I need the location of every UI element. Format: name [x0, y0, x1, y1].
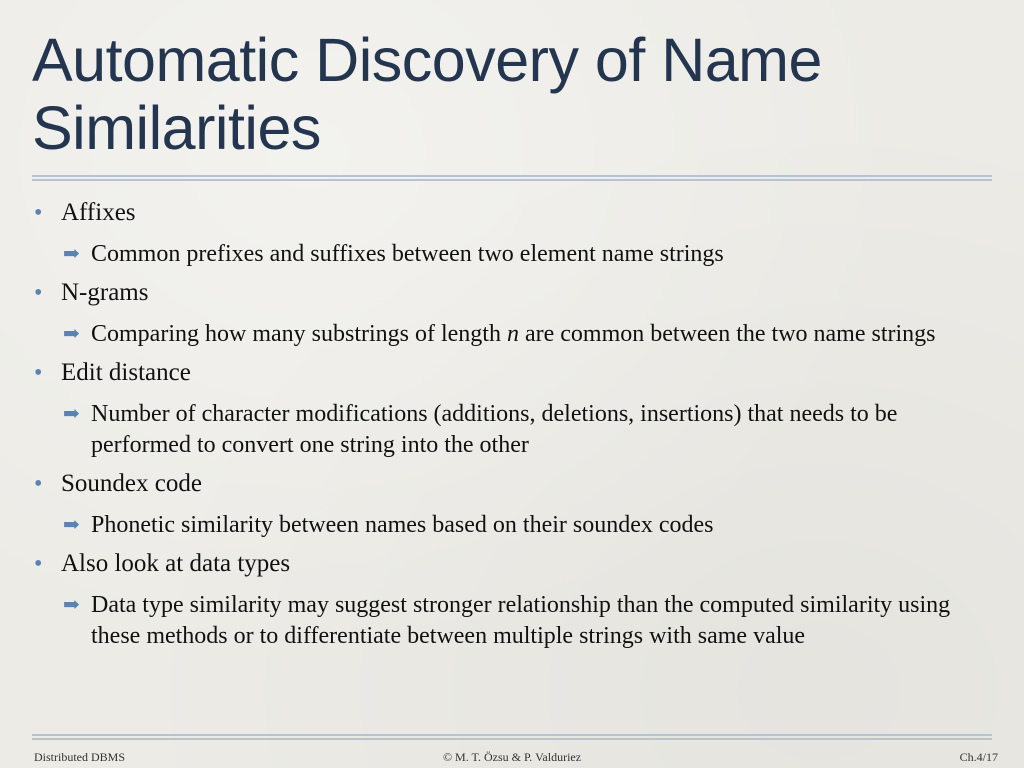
bullet-dot-icon: • [34, 200, 43, 226]
bullet-dot-icon: • [34, 360, 43, 386]
sub-bullet-text: Common prefixes and suffixes between two element name strings [91, 241, 724, 267]
right-arrow-icon: ➡ [63, 403, 80, 425]
sub-bullet-text: Phonetic similarity between names based on their soundex codes [91, 512, 714, 538]
bullet-list [34, 197, 984, 652]
bullet-label: Soundex code [61, 470, 202, 497]
bullet-item [34, 548, 984, 580]
right-arrow-icon: ➡ [63, 323, 80, 345]
right-arrow-icon: ➡ [63, 594, 80, 616]
sub-bullet-item [34, 510, 984, 541]
bullet-item [34, 468, 984, 500]
sub-bullet-item [34, 590, 984, 652]
right-arrow-icon: ➡ [63, 243, 80, 265]
slide-title [32, 26, 992, 162]
footer-divider [32, 734, 992, 740]
footer-copyright: © M. T. Özsu & P. Valduriez [442, 750, 582, 764]
bullet-dot-icon: • [34, 280, 43, 306]
bullet-item [34, 277, 984, 309]
bullet-item [34, 357, 984, 389]
bullet-label: Edit distance [61, 359, 191, 386]
bullet-label: N-grams [61, 279, 149, 306]
bullet-dot-icon: • [34, 551, 43, 577]
sub-bullet-text-after: are common between the two name strings [518, 321, 936, 347]
sub-bullet-emphasis: n [506, 321, 519, 347]
bullet-item [34, 197, 984, 229]
footer-slide-number: Ch.4/17 [959, 750, 998, 764]
footer-course-name: Distributed DBMS [34, 750, 126, 764]
sub-bullet-item [34, 399, 984, 461]
bullet-dot-icon: • [34, 471, 43, 497]
right-arrow-icon: ➡ [63, 514, 80, 536]
slide-title-line-2: Similarities [32, 94, 321, 162]
title-divider [32, 175, 992, 181]
slide-title-line-1: Automatic Discovery of Name [32, 26, 822, 94]
sub-bullet-text-before: Comparing how many substrings of length [91, 321, 507, 347]
sub-bullet-item [34, 319, 984, 350]
sub-bullet-text: Number of character modifications (additions, deletions, insertions) that needs to be performed to convert one string into the other [91, 401, 898, 458]
sub-bullet-item [34, 239, 984, 270]
sub-bullet-text: Data type similarity may suggest stronger relationship than the computed similarity using these methods or to differentiate between multiple strings with same value [91, 592, 951, 649]
bullet-label: Affixes [61, 199, 136, 226]
bullet-label: Also look at data types [61, 550, 291, 577]
